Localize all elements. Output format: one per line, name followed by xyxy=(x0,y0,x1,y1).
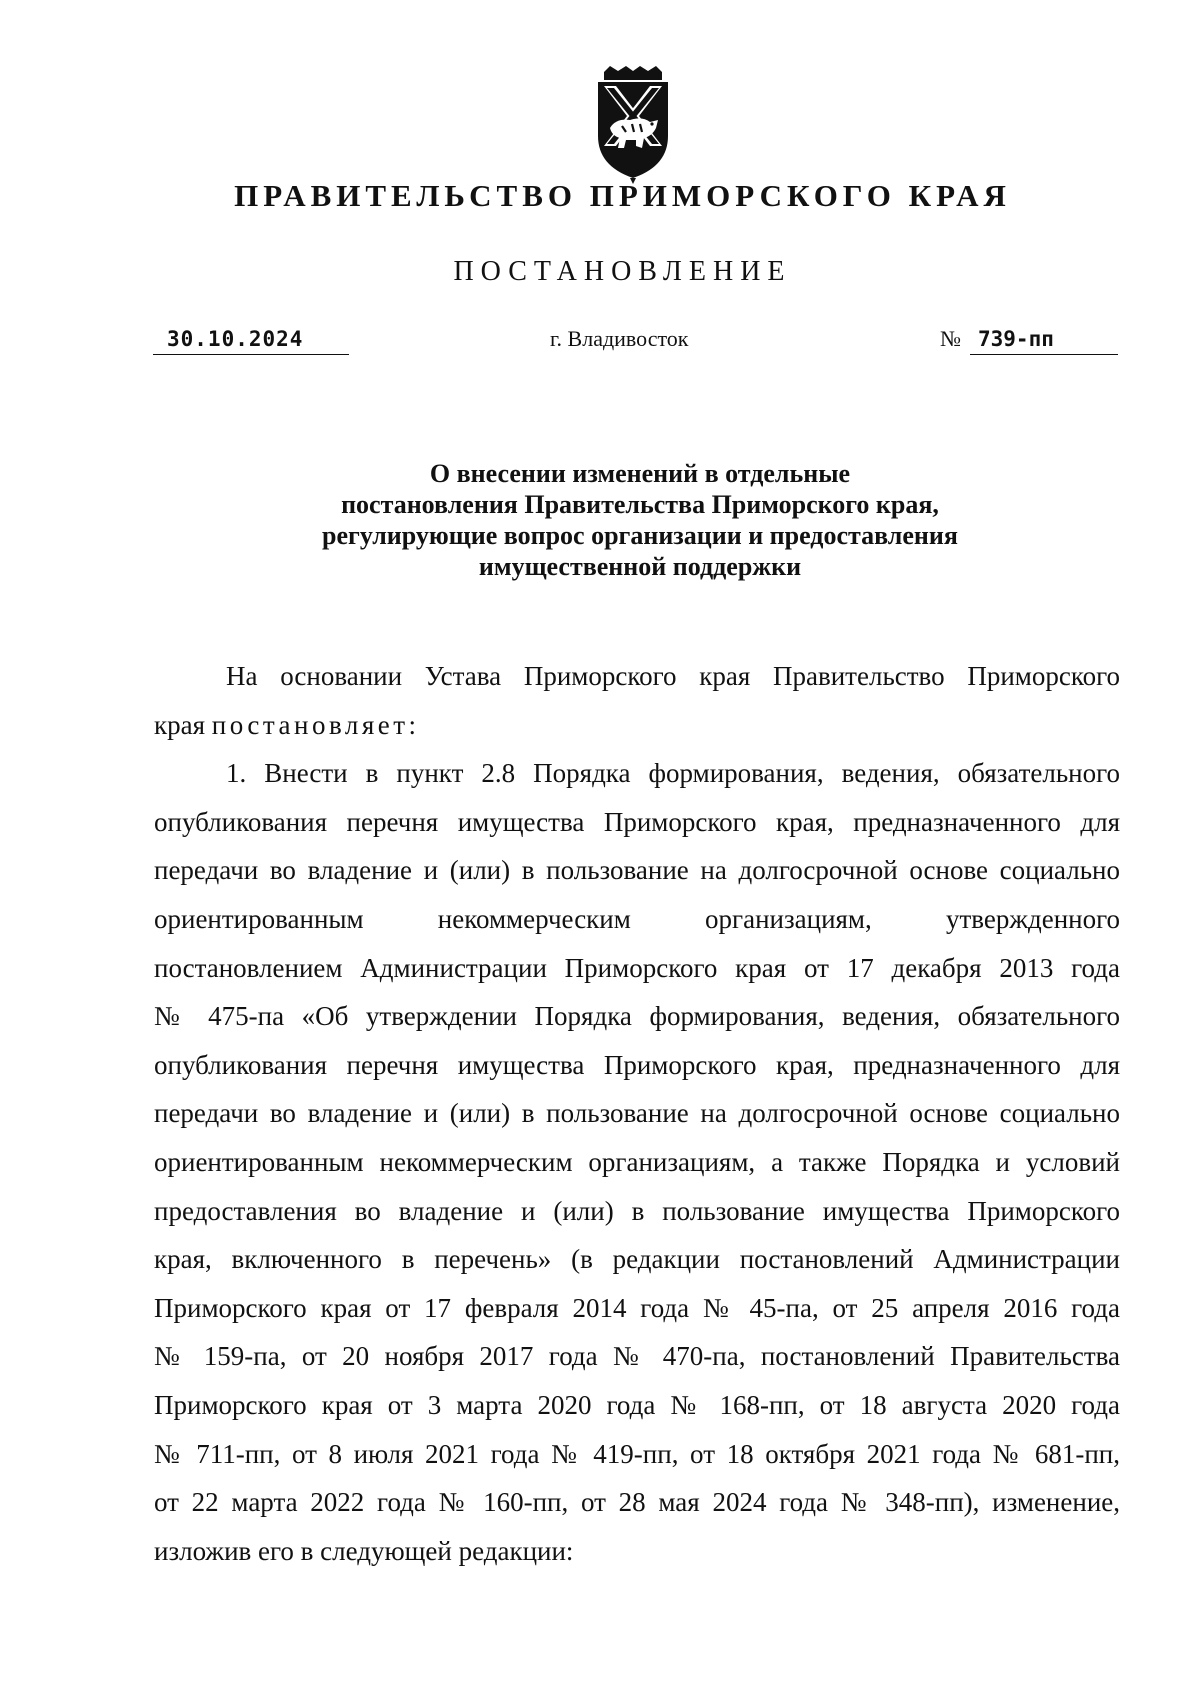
title-line: О внесении изменений в отдельные xyxy=(429,459,851,488)
paragraph-line: ориентированным некоммерческим организациям, а также Порядка и условий xyxy=(154,1146,1120,1177)
document-type: ПОСТАНОВЛЕНИЕ xyxy=(453,256,792,287)
paragraph-line: № 159-па, от 20 ноября 2017 года № 470-па, постановлений Правительства xyxy=(154,1341,1120,1372)
paragraph-line: передачи во владение и (или) в пользование на долгосрочной основе социально xyxy=(154,1098,1120,1129)
title-line: имущественной поддержки xyxy=(478,552,802,581)
paragraph-line: 1. Внести в пункт 2.8 Порядка формирования, ведения, обязательного xyxy=(226,758,1120,789)
document-meta xyxy=(0,326,1200,362)
paragraph-line: от 22 марта 2022 года № 160-пп, от 28 мая 2024 года № 348-пп), изменение, xyxy=(154,1487,1120,1518)
preamble-line: На основании Устава Приморского края Правительство Приморского xyxy=(226,661,1120,691)
paragraph-line: передачи во владение и (или) в пользование на долгосрочной основе социально xyxy=(154,855,1120,886)
paragraph-line: опубликования перечня имущества Приморского края, предназначенного для xyxy=(154,1049,1120,1080)
preamble-line xyxy=(154,701,1120,750)
paragraph-line: постановлением Администрации Приморского края от 17 декабря 2013 года xyxy=(154,952,1120,983)
paragraph-line: края, включенного в перечень» (в редакции постановлений Администрации xyxy=(154,1244,1120,1275)
document-title xyxy=(150,458,1130,582)
paragraph-line: изложив его в следующей редакции: xyxy=(154,1535,574,1566)
paragraph-line: № 475-па «Об утверждении Порядка формирования, ведения, обязательного xyxy=(154,1001,1120,1032)
paragraph-line: предоставления во владение и (или) в пользование имущества Приморского xyxy=(154,1195,1120,1226)
document-number: 739-пп xyxy=(970,326,1118,355)
paragraph-line: опубликования перечня имущества Приморского края, предназначенного для xyxy=(154,806,1120,837)
preamble-prefix: края xyxy=(154,709,206,740)
document-city: г. Владивосток xyxy=(550,326,689,351)
paragraph-line: Приморского края от 3 марта 2020 года № 168-пп, от 18 августа 2020 года xyxy=(154,1389,1120,1420)
paragraph-line: ориентированным некоммерческим организациям, утвержденного xyxy=(154,903,1120,934)
document-date: 30.10.2024 xyxy=(153,326,349,355)
resolves-word: постановляет: xyxy=(211,709,420,740)
coat-of-arms-icon xyxy=(586,66,680,184)
title-line: регулирующие вопрос организации и предоставления xyxy=(322,521,958,550)
document-body xyxy=(154,652,1120,1575)
document-number-field xyxy=(940,326,1118,355)
organization-name: ПРАВИТЕЛЬСТВО ПРИМОРСКОГО КРАЯ xyxy=(234,178,1011,213)
title-line: постановления Правительства Приморского края, xyxy=(341,490,939,519)
paragraph-line: Приморского края от 17 февраля 2014 года № 45-па, от 25 апреля 2016 года xyxy=(154,1292,1120,1323)
paragraph-line: № 711-пп, от 8 июля 2021 года № 419-пп, от 18 октября 2021 года № 681-пп, xyxy=(154,1438,1120,1469)
number-sign: № xyxy=(940,326,961,351)
